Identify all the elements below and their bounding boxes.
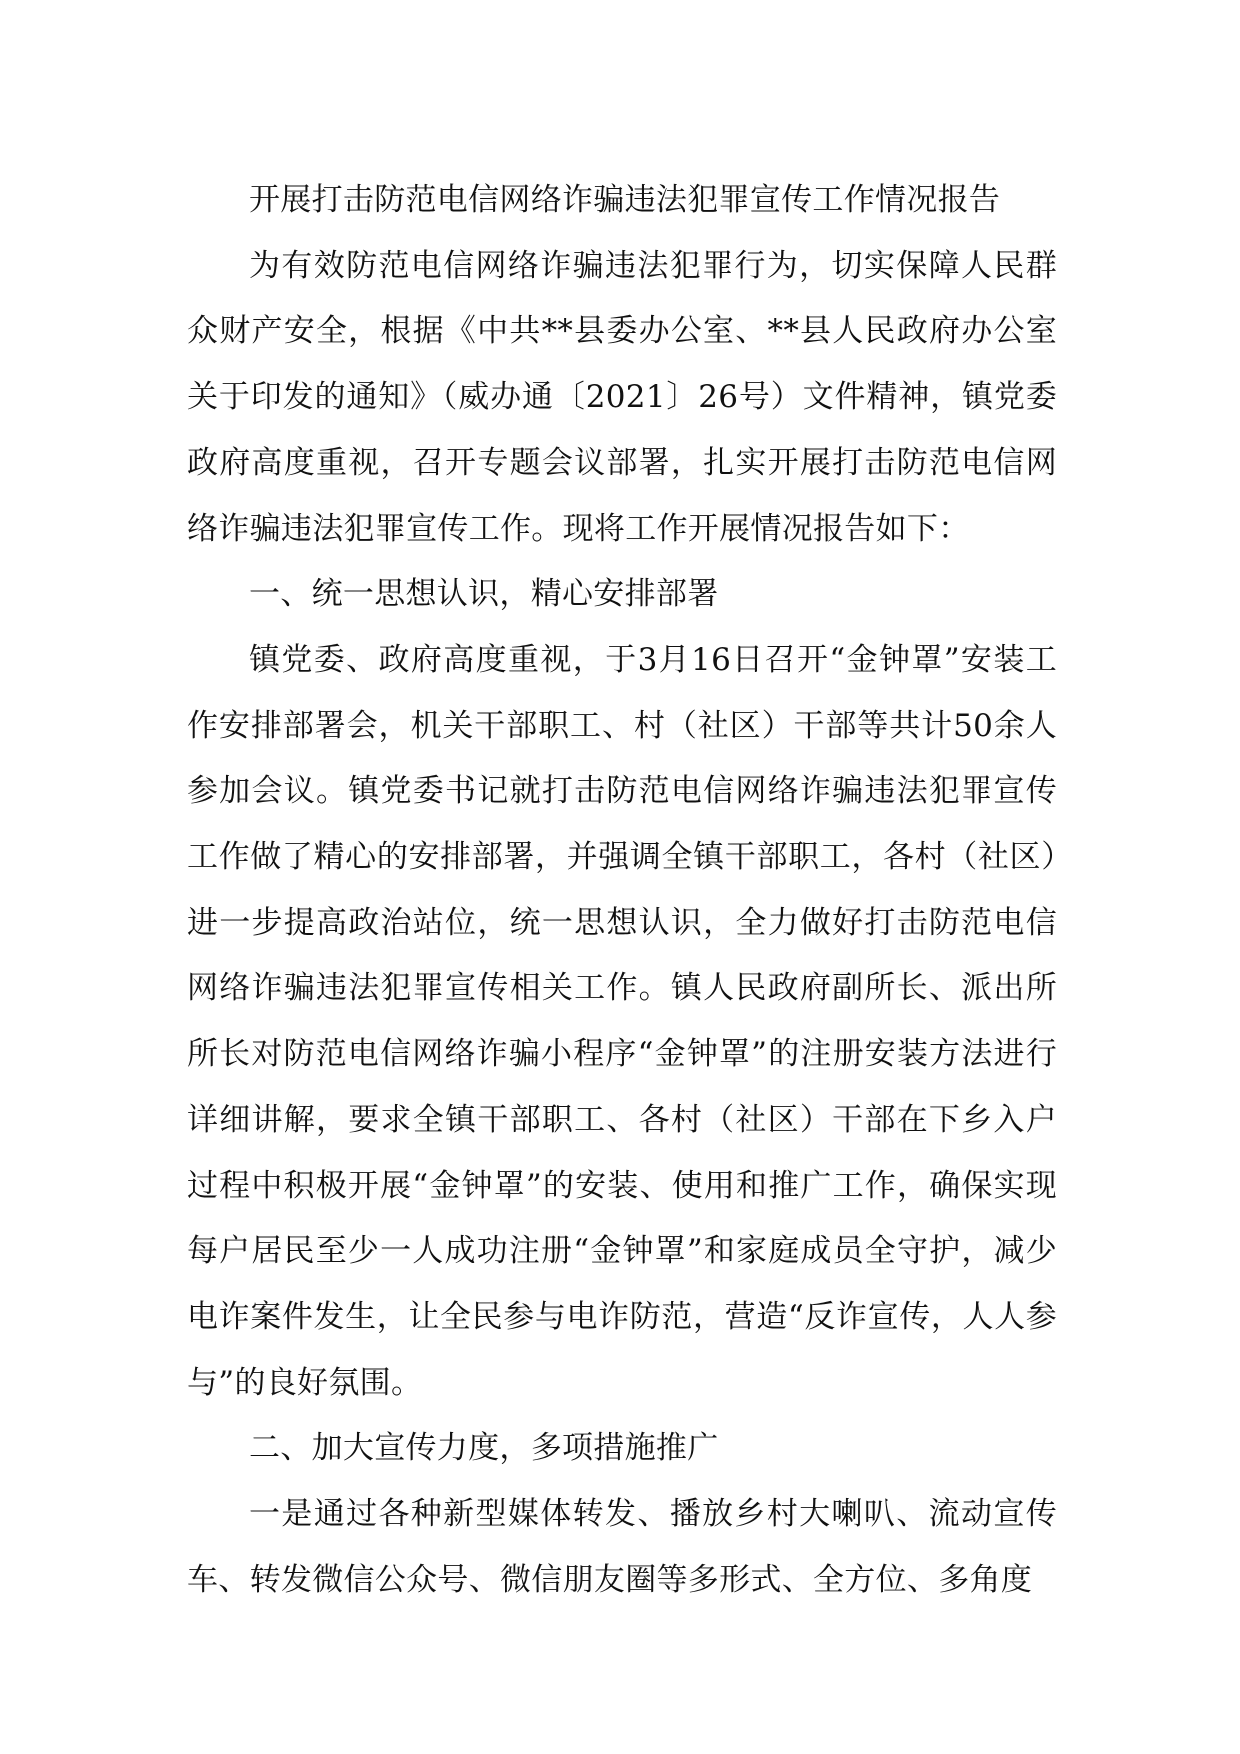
- paragraph-section-1: 镇党委、政府高度重视，于3月16日召开“金钟罩”安装工作安排部署会，机关干部职工、村（社区）干部等共计50余人参加会议。镇党委书记就打击防范电信网络诈骗违法犯罪宣传工作做了精心的安排部署，并强调全镇干部职工，各村（社区）进一步提高政治站位，统一思想认识，全力做好打击防范电信网络诈骗违法犯罪宣传相关工作。镇人民政府副所长、派出所所长对防范电信网络诈骗小程序“金钟罩”的注册安装方法进行详细讲解，要求全镇干部职工、各村（社区）干部在下乡入户过程中积极开展“金钟罩”的安装、使用和推广工作，确保实现每户居民至少一人成功注册“金钟罩”和家庭成员全守护，减少电诈案件发生，让全民参与电诈防范，营造“反诈宣传，人人参与”的良好氛围。: [187, 641, 1057, 1401]
- section-heading-1: 一、统一思想认识，精心安排部署: [249, 576, 719, 613]
- document-title: 开展打击防范电信网络诈骗违法犯罪宣传工作情况报告: [249, 182, 1001, 218]
- paragraph-section-2: 一是通过各种新型媒体转发、播放乡村大喇叭、流动宣传车、转发微信公众号、微信朋友圈等多形式、全方位、多角度: [187, 1496, 1057, 1598]
- document-body: [187, 168, 1057, 1613]
- section-heading-2: 二、加大宣传力度，多项措施推广: [249, 1430, 719, 1467]
- paragraph-intro: 为有效防范电信网络诈骗违法犯罪行为，切实保障人民群众财产安全，根据《中共**县委办公室、**县人民政府办公室关于印发的通知》（威办通〔2021〕26号）文件精神，镇党委政府高度重视，召开专题会议部署，扎实开展打击防范电信网络诈骗违法犯罪宣传工作。现将工作开展情况报告如下：: [187, 247, 1057, 547]
